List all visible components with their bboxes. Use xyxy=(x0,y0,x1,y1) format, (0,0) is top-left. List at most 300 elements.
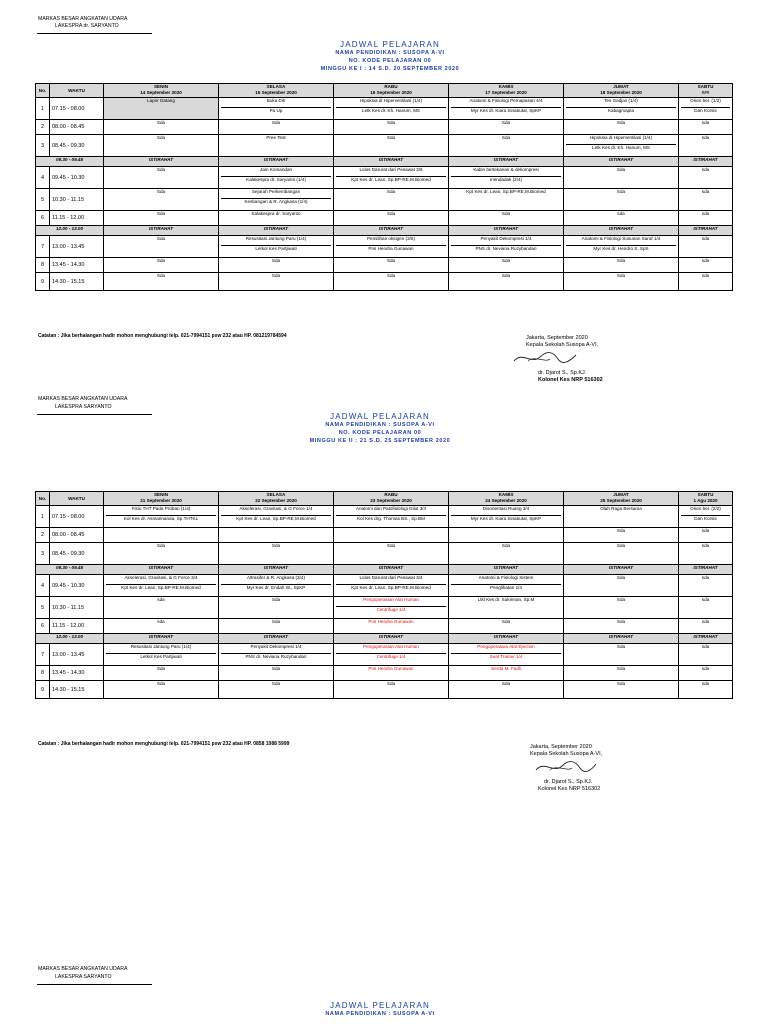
page-title: JADWAL PELAJARAN xyxy=(330,412,430,421)
cell-text: Kol Kes dr. Asmarinanda, Sp.THTKL xyxy=(106,515,216,522)
column-header xyxy=(219,84,334,98)
column-header-day: SENIN xyxy=(153,492,169,497)
cell-text: Jam Komandan xyxy=(259,167,293,172)
column-header xyxy=(104,492,219,506)
schedule-cell xyxy=(449,666,564,681)
column-header xyxy=(564,492,679,506)
signature-rank: Kolonel Kes NRP 516302 xyxy=(538,786,601,792)
cell-text: Centrifuge 1/4 xyxy=(336,653,446,660)
table-row xyxy=(36,543,733,565)
handwritten-signature xyxy=(510,349,580,367)
cell-text: sda xyxy=(701,681,710,686)
schedule-cell xyxy=(334,597,449,619)
cell-text: Dan Korsis xyxy=(681,515,730,522)
schedule-cell xyxy=(679,681,733,699)
cell-text: Sda xyxy=(156,273,166,278)
column-header xyxy=(50,492,104,506)
column-header-day: No. xyxy=(38,495,47,501)
schedule-cell xyxy=(219,681,334,699)
time-slot: 10.30 - 11.15 xyxy=(50,597,104,619)
cell-text: Sda xyxy=(271,619,281,624)
cell-text: Dan Korsis xyxy=(681,107,730,114)
cell-text: Anatomi & Fisiologi Susunan Saraf 1/4 xyxy=(581,236,661,241)
schedule-cell xyxy=(564,167,679,189)
cell-text: Pns Hendra Gunawan xyxy=(368,619,414,624)
cell-text: Sda xyxy=(616,666,626,671)
cell-text: Sda xyxy=(616,644,626,649)
schedule-cell xyxy=(564,597,679,619)
cell-text: Tes Gadjas (1/4) xyxy=(604,98,638,103)
cell-text: Sda xyxy=(386,211,396,216)
cell-text: Anatomi dan Patofisiologi Gilut 3/4 xyxy=(355,506,427,511)
row-number: 2 xyxy=(36,120,50,135)
cell-text: Resusitasi Jantung Paru (1/4) xyxy=(245,236,307,241)
cell-text: Sda xyxy=(386,120,396,125)
schedule-cell xyxy=(104,211,219,226)
cell-text: sda xyxy=(701,189,710,194)
schedule-cell xyxy=(104,506,219,528)
schedule-table xyxy=(35,83,733,291)
cell-text: Lolos Darurat dari Pesawat 3/4 xyxy=(359,575,423,580)
row-number: 4 xyxy=(36,575,50,597)
column-header-date: 18 September 2020 xyxy=(600,90,642,95)
cell-text: Sda xyxy=(271,666,281,671)
cell-text: Kol Kes drg. Thomas BS., Sp.BM xyxy=(336,515,446,522)
column-header xyxy=(36,84,50,98)
org-unit: LAKESPRA dr. SARYANTO xyxy=(55,23,119,29)
schedule-cell xyxy=(564,273,679,291)
schedule-cell xyxy=(334,644,449,666)
schedule-cell xyxy=(679,167,733,189)
cell-text: Sda xyxy=(616,189,626,194)
cell-text: Ltkl Kes dr. Sukirman, Sp.M xyxy=(477,597,535,602)
schedule-cell xyxy=(219,211,334,226)
time-slot: 09.45 - 10.30 xyxy=(50,575,104,597)
break-time: 09.30 - 09.45 xyxy=(36,157,104,167)
row-number: 8 xyxy=(36,666,50,681)
table-row xyxy=(36,619,733,634)
schedule-cell xyxy=(564,98,679,120)
schedule-cell xyxy=(449,506,564,528)
divider xyxy=(37,984,152,985)
column-header-day: KAMIS xyxy=(498,84,514,89)
column-header-day: No. xyxy=(38,87,47,93)
page-title: JADWAL PELAJARAN xyxy=(330,1001,430,1010)
break-label: ISTIRAHAT xyxy=(679,565,733,575)
schedule-cell xyxy=(334,273,449,291)
cell-text: Sda xyxy=(616,528,626,533)
schedule-cell xyxy=(564,236,679,258)
cell-text: sda xyxy=(701,644,710,649)
cell-text: Kabin bertekanan & dekompresi xyxy=(473,167,539,172)
cell-text: Myr Kes dr. Endah W., SpKP xyxy=(221,584,331,591)
cell-text: Sda xyxy=(501,543,511,548)
time-slot: 07.15 - 08.00 xyxy=(50,506,104,528)
row-number: 5 xyxy=(36,597,50,619)
schedule-cell xyxy=(219,135,334,157)
column-header xyxy=(104,84,219,98)
schedule-cell xyxy=(334,666,449,681)
cell-text: Sda xyxy=(616,120,626,125)
row-number: 3 xyxy=(36,543,50,565)
column-header xyxy=(334,492,449,506)
cell-text: Pns Hendra Gunawan xyxy=(368,666,414,671)
schedule-cell xyxy=(564,575,679,597)
table-row xyxy=(36,236,733,258)
cell-text: Akselerasi, Gravitasi, & G Force 1/4 xyxy=(239,506,313,511)
break-label: ISTIRAHAT xyxy=(334,226,449,236)
cell-text: sda xyxy=(701,575,710,580)
table-row xyxy=(36,189,733,211)
break-label: ISTIRAHAT xyxy=(104,157,219,167)
cell-text: Letkol Kes Partjiwati xyxy=(221,245,331,252)
schedule-cell xyxy=(104,575,219,597)
cell-text: Sda xyxy=(501,120,511,125)
schedule-cell xyxy=(449,619,564,634)
column-header-date: 14 September 2020 xyxy=(140,90,182,95)
cell-text: Sda xyxy=(156,258,166,263)
time-slot: 08.45 - 09.30 xyxy=(50,135,104,157)
cell-text: Sda xyxy=(616,597,626,602)
cell-text: Sda xyxy=(156,211,166,216)
row-number: 7 xyxy=(36,644,50,666)
schedule-cell xyxy=(104,543,219,565)
cell-text: Sda xyxy=(386,189,396,194)
schedule-cell xyxy=(219,258,334,273)
table-row xyxy=(36,211,733,226)
time-slot: 13.00 - 13.45 xyxy=(50,644,104,666)
break-label: ISTIRAHAT xyxy=(564,157,679,167)
table-row xyxy=(36,575,733,597)
cell-text: Sda xyxy=(271,681,281,686)
schedule-cell xyxy=(564,666,679,681)
subtitle-week: MINGGU KE I : 14 S.D. 20 SEPTEMBER 2020 xyxy=(320,66,460,72)
schedule-cell xyxy=(564,506,679,528)
time-slot: 13.45 - 14.30 xyxy=(50,666,104,681)
org-unit: LAKESPRA SARYANTO xyxy=(55,974,112,980)
signature-name: dr. Djarot S., Sp.KJ. xyxy=(538,370,587,376)
cell-text: Sda xyxy=(386,681,396,686)
schedule-cell xyxy=(564,619,679,634)
schedule-cell xyxy=(679,258,733,273)
schedule-cell xyxy=(679,189,733,211)
cell-text: Kpt Kes dr. Lean, Sp.BP-RE,M.Biomed xyxy=(466,189,546,194)
break-time: 12.00 - 13.00 xyxy=(36,634,104,644)
schedule-cell xyxy=(334,681,449,699)
cell-text: Sda xyxy=(156,666,166,671)
column-header-date: 23 September 2020 xyxy=(370,498,412,503)
schedule-cell xyxy=(449,236,564,258)
cell-text: Sda xyxy=(501,273,511,278)
cell-text: Sda xyxy=(501,211,511,216)
time-slot: 13.00 - 13.45 xyxy=(50,236,104,258)
cell-text: Buka Dik xyxy=(266,98,286,103)
cell-text: Myr Kes dr. Kiara Sinabutar, SpKP xyxy=(451,515,561,522)
schedule-cell xyxy=(219,575,334,597)
column-header xyxy=(50,84,104,98)
cell-text: Letk Kes dr. Kh. Hanum, MS xyxy=(336,107,446,114)
break-label: ISTIRAHAT xyxy=(334,565,449,575)
schedule-cell xyxy=(564,211,679,226)
break-label: ISTIRAHAT xyxy=(104,226,219,236)
schedule-cell xyxy=(219,506,334,528)
signature-place-date: Jakarta, September 2020 xyxy=(530,744,592,750)
row-number: 9 xyxy=(36,273,50,291)
schedule-cell xyxy=(679,98,733,120)
signature-place-date: Jakarta, September 2020 xyxy=(526,335,588,341)
page-title: JADWAL PELAJARAN xyxy=(340,40,440,49)
cell-text: Anatomi & Fisiologi Pernapasan 4/4 xyxy=(469,98,543,103)
cell-text: sda xyxy=(157,597,165,602)
handwritten-signature xyxy=(530,758,600,776)
column-header-date: 1 Agu 2020 xyxy=(693,498,718,503)
schedule-cell xyxy=(334,236,449,258)
schedule-cell xyxy=(679,666,733,681)
schedule-cell xyxy=(449,167,564,189)
cell-text: Sda xyxy=(386,258,396,263)
cell-text: Sejarah Perkembangan xyxy=(251,189,301,194)
schedule-cell xyxy=(679,619,733,634)
table-row xyxy=(36,597,733,619)
break-time: 12.00 - 13.00 xyxy=(36,226,104,236)
cell-text: Kalakespra dr. Saryanto (1/4) xyxy=(221,176,331,183)
table-row xyxy=(36,506,733,528)
schedule-cell xyxy=(679,120,733,135)
cell-text: Pree Test xyxy=(266,135,286,140)
cell-text: sda xyxy=(701,258,710,263)
schedule-cell xyxy=(334,506,449,528)
time-slot: 10.30 - 11.15 xyxy=(50,189,104,211)
cell-text: Orien bel. (2/2) xyxy=(690,506,721,511)
schedule-cell xyxy=(219,528,334,543)
column-header-day: JUMAT xyxy=(613,492,629,497)
column-header-date: 16 September 2020 xyxy=(370,90,412,95)
schedule-cell xyxy=(334,167,449,189)
schedule-cell xyxy=(449,211,564,226)
column-header-day: SELASA xyxy=(266,84,286,89)
column-header-date: 25 September 2020 xyxy=(600,498,642,503)
schedule-cell xyxy=(219,189,334,211)
break-label: ISTIRAHAT xyxy=(219,634,334,644)
table-header-row xyxy=(36,492,733,506)
break-row xyxy=(36,226,733,236)
column-header xyxy=(449,84,564,98)
cell-text: Sda xyxy=(156,135,166,140)
signature-role: Kepala Sekolah Susopa A-VI, xyxy=(526,342,599,348)
column-header xyxy=(36,492,50,506)
schedule-cell xyxy=(679,506,733,528)
row-number: 1 xyxy=(36,98,50,120)
schedule-cell xyxy=(679,575,733,597)
schedule-cell xyxy=(104,98,219,120)
table-row xyxy=(36,120,733,135)
divider xyxy=(37,414,152,415)
cell-text: Akselerasi, Gravitasi, & G Force 3/4 xyxy=(124,575,198,580)
schedule-cell xyxy=(449,528,564,543)
signature-name: dr. Djarot S., Sp.KJ. xyxy=(544,779,593,785)
table-row xyxy=(36,528,733,543)
column-header-day: RABU xyxy=(384,492,398,497)
break-row xyxy=(36,565,733,575)
cell-text: sda xyxy=(701,120,710,125)
cell-text: Pengoperasian Alat Human xyxy=(363,597,419,602)
column-header-day: SELASA xyxy=(266,492,286,497)
cell-text: Sda xyxy=(271,597,281,602)
cell-text: Sda xyxy=(616,681,626,686)
cell-text: Sda xyxy=(156,189,166,194)
schedule-cell xyxy=(564,120,679,135)
cell-text: Sda xyxy=(616,619,626,624)
schedule-table xyxy=(35,491,733,699)
break-label: ISTIRAHAT xyxy=(679,157,733,167)
time-slot: 07.15 - 08.00 xyxy=(50,98,104,120)
subtitle-program: NAMA PENDIDIKAN : SUSOPA A-VI xyxy=(335,50,445,56)
break-label: ISTIRAHAT xyxy=(679,226,733,236)
schedule-cell xyxy=(219,167,334,189)
signature-rank: Kolonel Kes NRP 516302 xyxy=(538,377,603,383)
org-name: MARKAS BESAR ANGKATAN UDARA xyxy=(38,16,128,22)
row-number: 5 xyxy=(36,189,50,211)
cell-text: Sda xyxy=(156,681,166,686)
cell-text: Altrasifer & R. Angkasa (3/4) xyxy=(247,575,305,580)
table-row xyxy=(36,681,733,699)
break-label: ISTIRAHAT xyxy=(334,157,449,167)
org-unit: LAKESPRA SARYANTO xyxy=(55,404,112,410)
cell-text: Sda xyxy=(616,273,626,278)
break-label: ISTIRAHAT xyxy=(449,565,564,575)
cell-text: Anatomi & Fisiologi Sistem xyxy=(478,575,534,580)
row-number: 8 xyxy=(36,258,50,273)
subtitle-code: NO. KODE PELAJARAN 00 xyxy=(338,430,422,436)
column-header-day: WAKTU xyxy=(68,495,85,501)
cell-text: Kpt Kes dr. Lean, Sp.BP-RE,M.Biomed xyxy=(221,515,331,522)
cell-text: Kpt Kes dr. Lean, Sp.BP-RE,M.Biomed xyxy=(336,584,446,591)
break-label: ISTIRAHAT xyxy=(104,565,219,575)
cell-text: Sda xyxy=(386,273,396,278)
cell-text: sda xyxy=(157,619,165,624)
cell-text: sda xyxy=(617,211,625,216)
schedule-cell xyxy=(449,120,564,135)
column-header-day: SABTU xyxy=(697,84,714,89)
schedule-cell xyxy=(449,543,564,565)
column-header-date: 22 September 2020 xyxy=(255,498,297,503)
cell-text: sda xyxy=(701,619,710,624)
cell-text: Seat Trainer 1/4 xyxy=(451,653,561,660)
column-header-day: JUMAT xyxy=(613,84,629,89)
schedule-cell xyxy=(679,135,733,157)
schedule-cell xyxy=(219,273,334,291)
time-slot: 11.15 - 12.00 xyxy=(50,211,104,226)
schedule-cell xyxy=(334,135,449,157)
cell-text: Kabagmapta xyxy=(566,107,676,114)
row-number: 6 xyxy=(36,619,50,634)
cell-text: mendadak (2/4) xyxy=(451,176,561,183)
column-header-day: SENIN xyxy=(153,84,169,89)
cell-text: sda xyxy=(701,167,710,172)
cell-text: Myr Kes dr. Hendro S, SpS xyxy=(566,245,676,252)
cell-text: Penglihatan 1/4 xyxy=(451,584,561,591)
schedule-cell xyxy=(104,189,219,211)
schedule-cell xyxy=(449,597,564,619)
schedule-cell xyxy=(334,258,449,273)
cell-text: Sda xyxy=(156,120,166,125)
schedule-cell xyxy=(104,167,219,189)
row-number: 3 xyxy=(36,135,50,157)
row-number: 9 xyxy=(36,681,50,699)
time-slot: 08.45 - 09.30 xyxy=(50,543,104,565)
break-label: ISTIRAHAT xyxy=(219,565,334,575)
cell-text: Sda xyxy=(616,167,626,172)
cell-text: Sda xyxy=(616,258,626,263)
cell-text: Sda xyxy=(271,258,281,263)
cell-text: Sda xyxy=(616,575,626,580)
schedule-cell xyxy=(334,120,449,135)
break-label: ISTIRAHAT xyxy=(564,634,679,644)
column-header xyxy=(679,492,733,506)
column-header-date: 15 September 2020 xyxy=(255,90,297,95)
schedule-header xyxy=(210,1001,550,1018)
schedule-cell xyxy=(679,528,733,543)
column-header xyxy=(334,84,449,98)
schedule-cell xyxy=(219,120,334,135)
cell-text: Sda xyxy=(501,619,511,624)
cell-text: Disorientasi Ruang 3/4 xyxy=(482,506,530,511)
cell-text: Myr Kes dr. Kiara Sinabutar, SpKP xyxy=(451,107,561,114)
org-name: MARKAS BESAR ANGKATAN UDARA xyxy=(38,966,128,972)
contact-note: Catatan : Jika berhalangan hadir mohon menghubungi telp. 021-7994151 psw 232 atau HP. 0858 1088 5999 xyxy=(38,741,290,747)
column-header xyxy=(449,492,564,506)
row-number: 6 xyxy=(36,211,50,226)
cell-text: Resusitasi Jantung Paru (1/4) xyxy=(130,644,192,649)
schedule-cell xyxy=(104,135,219,157)
break-label: ISTIRAHAT xyxy=(219,226,334,236)
time-slot: 09.45 - 10.30 xyxy=(50,167,104,189)
schedule-cell xyxy=(449,681,564,699)
break-label: ISTIRAHAT xyxy=(679,634,733,644)
divider xyxy=(37,33,152,34)
schedule-cell xyxy=(104,597,219,619)
break-label: ISTIRAHAT xyxy=(334,634,449,644)
schedule-cell xyxy=(679,273,733,291)
schedule-cell xyxy=(449,273,564,291)
cell-text: Letk Kes dr. Kh. Hanum, MS xyxy=(566,144,676,151)
column-header xyxy=(679,84,733,98)
cell-text: Hipoksia di Hiperventilasi (1/4) xyxy=(589,135,653,140)
cell-text: sda xyxy=(701,211,710,216)
table-row xyxy=(36,135,733,157)
column-header xyxy=(219,492,334,506)
schedule-cell xyxy=(449,644,564,666)
cell-text: Lolos Darurat dari Pesawat 3/6 xyxy=(359,167,423,172)
cell-text: sda xyxy=(701,135,710,140)
column-header-date: 21 September 2020 xyxy=(140,498,182,503)
schedule-cell xyxy=(449,135,564,157)
cell-text: Sda xyxy=(156,236,166,241)
cell-text: Serda M. Fadli xyxy=(491,666,521,671)
schedule-cell xyxy=(679,211,733,226)
cell-text: Pengoperasian Alat Human xyxy=(363,644,419,649)
schedule-cell xyxy=(679,597,733,619)
schedule-cell xyxy=(334,211,449,226)
column-header-day: KAMIS xyxy=(498,492,514,497)
break-label: ISTIRAHAT xyxy=(564,565,679,575)
cell-text: Sda xyxy=(156,543,166,548)
schedule-cell xyxy=(104,644,219,666)
cell-text: Sda xyxy=(501,258,511,263)
schedule-cell xyxy=(104,273,219,291)
time-slot: 08.00 - 08.45 xyxy=(50,528,104,543)
schedule-cell xyxy=(219,543,334,565)
